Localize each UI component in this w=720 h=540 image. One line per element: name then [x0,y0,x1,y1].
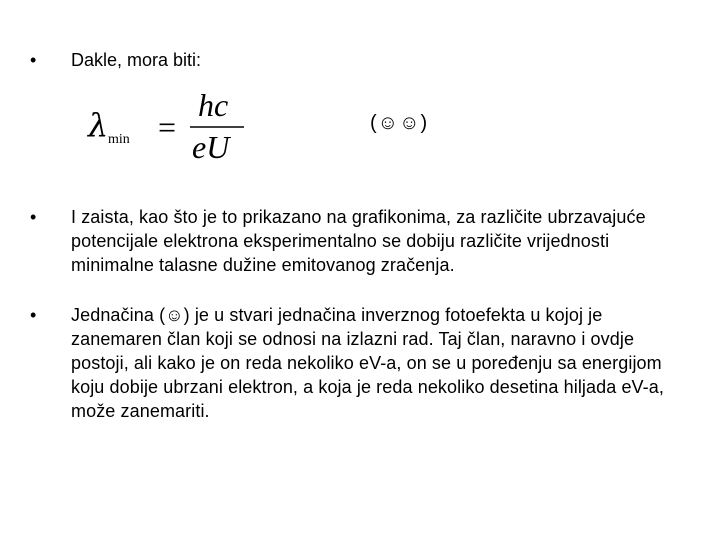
bullet-text-intro: Dakle, mora biti: [71,50,202,70]
formula-numerator: hc [198,87,229,123]
formula-reference-label: (☺☺) [370,112,429,134]
formula-subscript: min [108,132,130,147]
formula-equals: = [158,109,177,145]
formula-lambda: λ [88,106,109,144]
formula-lambda-min [88,86,258,166]
bullet-text-equation-explanation: Jednačina (☺) je u stvari jednačina inverznog fotoefekta u kojoj je zanemaren član koji se odnosi na izlazni rad. Taj član, naravno i ovdje postoji, ali kako je on reda nekoliko eV-a, on se u poređenju sa energijom koju dobije ubrzani elektron, a koja je reda nekoliko desetina hiljada eV-a, može zanemariti. [71,305,664,421]
bullet-item-intro [30,48,680,72]
bullet-item-equation-explanation [30,303,680,423]
formula-denominator: eU [192,129,230,165]
bullet-symbol: • [30,305,37,325]
bullet-text-experiment: I zaista, kao što je to prikazano na grafikonima, za različite ubrzavajuće potencijale elektrona eksperimentalno se dobiju različite vrijednosti minimalne talasne dužine emitovanog zračenja. [71,207,646,275]
bullet-symbol: • [30,207,37,227]
bullet-symbol: • [30,50,37,70]
formula-svg [88,86,258,166]
bullet-item-experiment [30,205,680,277]
